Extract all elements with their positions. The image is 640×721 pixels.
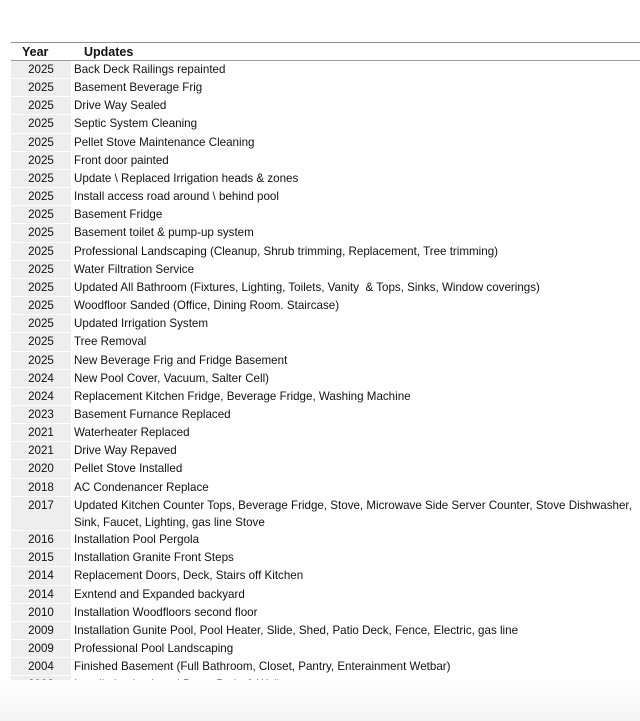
- year-cell: 2021: [11, 442, 71, 460]
- update-cell: Basement toilet & pump-up system: [74, 226, 254, 240]
- table-row: [11, 224, 640, 242]
- table-row: [11, 188, 640, 206]
- update-cell: Updated All Bathroom (Fixtures, Lighting, Toilets, Vanity & Tops, Sinks, Window coverings): [74, 280, 540, 294]
- table-row: [11, 243, 640, 261]
- year-cell: 2015: [11, 549, 71, 567]
- update-cell: Septic System Cleaning: [74, 117, 198, 131]
- update-cell: Front door painted: [74, 153, 169, 167]
- update-cell: Pellet Stove Installed: [74, 462, 183, 476]
- update-cell: Updated Kitchen Counter Tops, Beverage Fridge, Stove, Microwave Side Server Counter, Stove Dishwasher, Sink, Faucet, Lighting, gas line Stove: [74, 498, 632, 529]
- year-cell: 2009: [11, 640, 71, 658]
- update-cell: Install access road around \ behind pool: [74, 190, 279, 204]
- update-cell: Basement Furnance Replaced: [74, 407, 231, 421]
- year-cell: 2024: [11, 370, 71, 388]
- year-cell: 2025: [11, 206, 71, 224]
- update-cell: Replacement Kitchen Fridge, Beverage Fridge, Washing Machine: [74, 389, 411, 403]
- year-column-header: Year: [22, 44, 49, 59]
- update-cell: Drive Way Sealed: [74, 99, 167, 113]
- update-cell: New Pool Cover, Vacuum, Salter Cell): [74, 371, 270, 385]
- bottom-shade: [0, 680, 640, 721]
- table-row: [11, 497, 640, 531]
- table-row: [11, 479, 640, 497]
- table-row: [11, 622, 640, 640]
- update-cell: Woodfloor Sanded (Office, Dining Room. Staircase): [74, 299, 340, 313]
- update-cell: Professional Landscaping (Cleanup, Shrub trimming, Replacement, Tree trimming): [74, 244, 499, 258]
- year-cell: 2025: [11, 134, 71, 152]
- table-row: [11, 640, 640, 658]
- table-row: [11, 170, 640, 188]
- updates-table: [11, 42, 640, 713]
- table-row: [11, 549, 640, 567]
- year-cell: 2016: [11, 531, 71, 549]
- year-cell: 2025: [11, 352, 71, 370]
- year-cell: 2018: [11, 479, 71, 497]
- table-row: [11, 315, 640, 333]
- table-row: [11, 604, 640, 622]
- year-cell: 2020: [11, 460, 71, 478]
- year-cell: 2023: [11, 406, 71, 424]
- update-cell: Updated Irrigation System: [74, 317, 209, 331]
- table-row: [11, 333, 640, 351]
- update-cell: New Beverage Frig and Fridge Basement: [74, 353, 288, 367]
- table-row: [11, 370, 640, 388]
- update-cell: Professional Pool Landscaping: [74, 642, 234, 655]
- year-cell: 2025: [11, 297, 71, 315]
- year-cell: 2010: [11, 604, 71, 622]
- table-row: [11, 134, 640, 152]
- table-row: [11, 586, 640, 604]
- update-cell: Finished Basement (Full Bathroom, Closet, Pantry, Enterainment Wetbar): [74, 660, 451, 674]
- table-row: [11, 206, 640, 224]
- year-cell: 2025: [11, 79, 71, 97]
- table-row: [11, 61, 640, 79]
- year-cell: 2004: [11, 658, 71, 676]
- update-cell: Update \ Replaced Irrigation heads & zones: [74, 171, 299, 185]
- table-body: [11, 61, 640, 713]
- year-cell: 2025: [11, 243, 71, 261]
- update-cell: Installation Pool Pergola: [74, 533, 200, 547]
- year-cell: 2025: [11, 152, 71, 170]
- year-cell: 2025: [11, 315, 71, 333]
- update-cell: Drive Way Repaved: [74, 444, 177, 458]
- table-row: [11, 352, 640, 370]
- update-cell: Installation Gunite Pool, Pool Heater, Slide, Shed, Patio Deck, Fence, Electric, gas line: [74, 623, 519, 637]
- year-cell: 2021: [11, 424, 71, 442]
- update-cell: Replacement Doors, Deck, Stairs off Kitchen: [74, 569, 304, 583]
- year-cell: 2024: [11, 388, 71, 406]
- update-cell: Exntend and Expanded backyard: [74, 587, 245, 601]
- table-row: [11, 97, 640, 115]
- table-row: [11, 460, 640, 478]
- table-row: [11, 115, 640, 133]
- table-row: [11, 388, 640, 406]
- update-cell: AC Condenancer Replace: [74, 480, 209, 494]
- update-cell: Tree Removal: [74, 335, 147, 349]
- update-cell: Waterheater Replaced: [74, 426, 190, 440]
- year-cell: 2025: [11, 224, 71, 242]
- year-cell: 2025: [11, 97, 71, 115]
- update-cell: Basement Fridge: [74, 208, 163, 222]
- table-row: [11, 531, 640, 549]
- update-cell: Installation Woodfloors second floor: [74, 605, 258, 619]
- table-row: [11, 406, 640, 424]
- year-cell: 2025: [11, 333, 71, 351]
- table-header-row: [11, 43, 640, 61]
- year-cell: 2025: [11, 261, 71, 279]
- table-row: [11, 567, 640, 585]
- year-cell: 2025: [11, 188, 71, 206]
- update-cell: Pellet Stove Maintenance Cleaning: [74, 135, 255, 149]
- table-row: [11, 297, 640, 315]
- update-cell: Installation Granite Front Steps: [74, 551, 234, 565]
- update-cell: Water Filtration Service: [74, 262, 195, 276]
- table-row: [11, 279, 640, 297]
- update-cell: Back Deck Railings repainted: [74, 63, 226, 76]
- table-row: [11, 79, 640, 97]
- table-row: [11, 424, 640, 442]
- year-cell: 2025: [11, 279, 71, 297]
- year-cell: 2025: [11, 170, 71, 188]
- table-row: [11, 658, 640, 676]
- update-cell: Basement Beverage Frig: [74, 81, 203, 95]
- table-row: [11, 442, 640, 460]
- year-cell: 2014: [11, 567, 71, 585]
- year-cell: 2014: [11, 586, 71, 604]
- year-cell: 2025: [11, 61, 71, 79]
- year-cell: 2025: [11, 115, 71, 133]
- table-row: [11, 261, 640, 279]
- year-cell: 2017: [11, 497, 71, 531]
- table-row: [11, 152, 640, 170]
- year-cell: 2009: [11, 622, 71, 640]
- updates-column-header: Updates: [84, 44, 134, 59]
